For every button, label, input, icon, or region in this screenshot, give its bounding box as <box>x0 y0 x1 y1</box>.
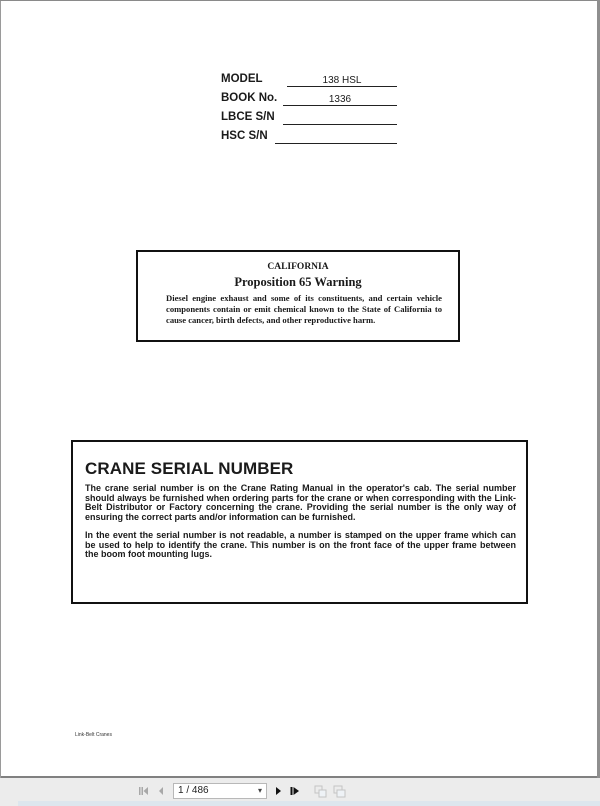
identification-block <box>221 72 401 148</box>
serial-paragraph-2: In the event the serial number is not readable, a number is stamped on the upper frame which can be used to help to identify the crane. This number is on the front face of the upper frame between the boom foot mounting lugs. <box>85 530 516 559</box>
hsc-row <box>221 129 401 148</box>
page-number-input[interactable] <box>173 783 267 799</box>
model-label: MODEL <box>221 73 263 85</box>
crane-serial-number-box <box>71 440 528 604</box>
previous-page-icon <box>157 786 165 796</box>
prop65-state: CALIFORNIA <box>267 262 329 272</box>
page-top-border <box>0 0 600 1</box>
prop65-body: Diesel engine exhaust and some of its constituents, and certain vehicle components contain or emit chemical known to the State of California to cause cancer, birth defects, and other reproductive harm. <box>166 293 442 325</box>
page-footer: Link-Belt Cranes <box>75 732 112 738</box>
model-value: 138 HSL <box>322 75 362 86</box>
book-underline <box>283 105 397 106</box>
lbce-row <box>221 110 401 129</box>
model-underline <box>287 86 397 87</box>
book-label: BOOK No. <box>221 92 278 104</box>
lbce-underline <box>283 124 397 125</box>
next-page-icon <box>274 786 282 796</box>
model-row <box>221 72 401 91</box>
last-page-icon <box>290 786 300 796</box>
first-page-button[interactable] <box>137 784 151 798</box>
lbce-label: LBCE S/N <box>221 111 275 123</box>
first-page-icon <box>139 786 149 796</box>
last-page-button[interactable] <box>288 784 302 798</box>
page-dropdown-icon[interactable]: ▾ <box>257 786 262 795</box>
next-page-button[interactable] <box>272 784 284 798</box>
prop65-title: Proposition 65 Warning <box>234 275 362 289</box>
status-strip <box>18 801 600 806</box>
hsc-underline <box>275 143 397 144</box>
hsc-label: HSC S/N <box>221 130 268 142</box>
book-value: 1336 <box>328 94 352 105</box>
two-page-view-icon <box>333 785 346 798</box>
single-page-view-icon <box>314 785 327 798</box>
two-page-view-button[interactable] <box>332 784 346 798</box>
page-indicator: 1 / 486 <box>178 785 209 796</box>
serial-paragraph-1: The crane serial number is on the Crane Rating Manual in the operator's cab. The serial number should always be furnished when ordering parts for the crane or when corresponding with the Link-Belt Distributor or Factory concerning the crane. Providing the serial number is the only way of ensuring the correct parts and/or information can be furnished. <box>85 483 516 522</box>
previous-page-button[interactable] <box>155 784 167 798</box>
single-page-view-button[interactable] <box>313 784 327 798</box>
pdf-page <box>1 1 598 778</box>
book-row <box>221 91 401 110</box>
pdf-navigation-toolbar <box>0 778 600 806</box>
serial-heading: CRANE SERIAL NUMBER <box>85 459 294 478</box>
prop65-warning-box <box>136 250 460 342</box>
